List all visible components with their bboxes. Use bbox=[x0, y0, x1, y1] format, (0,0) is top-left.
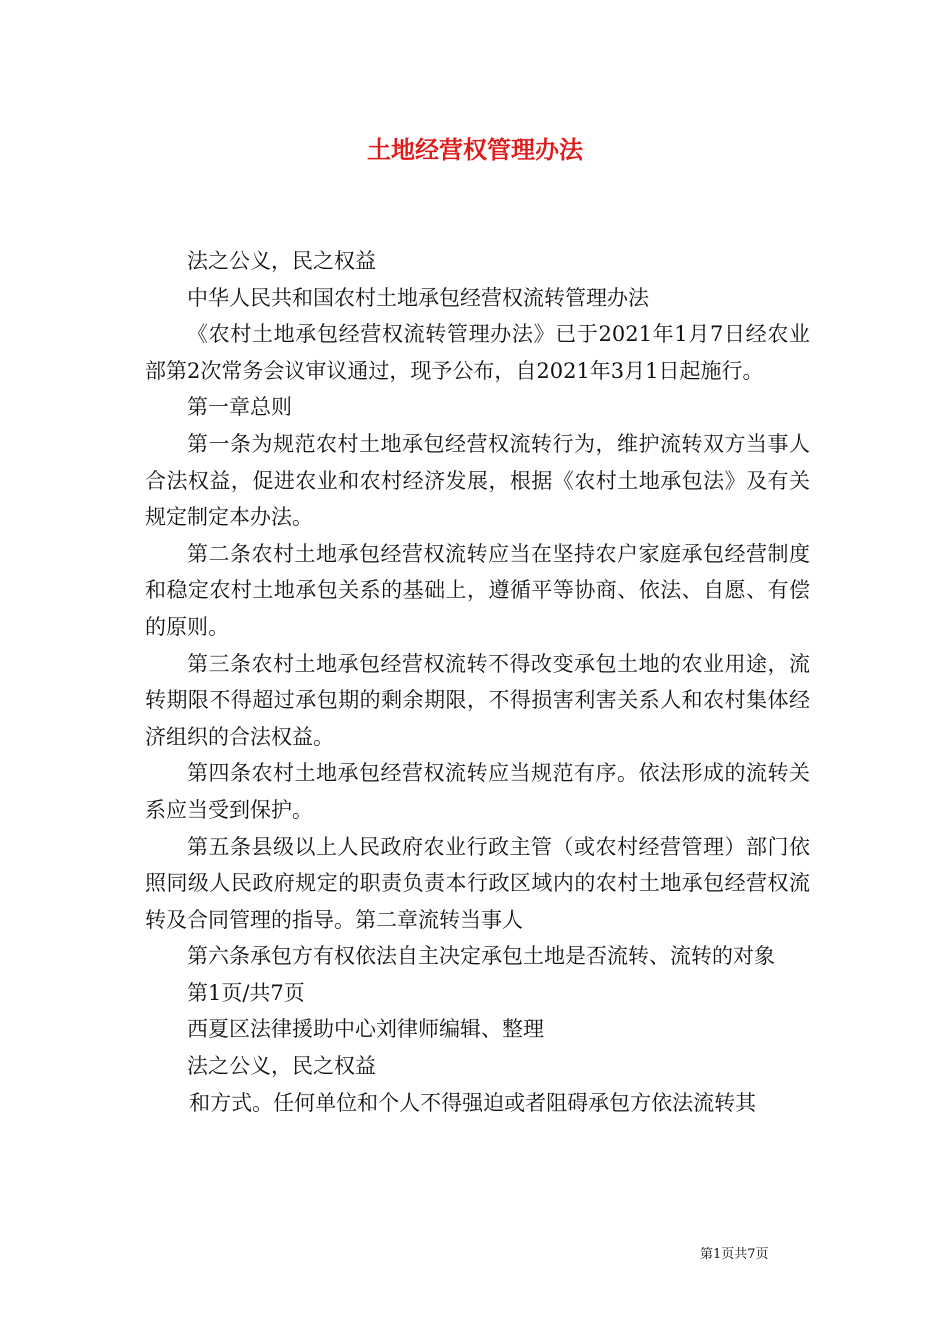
page-footer: 第1页共7页 bbox=[700, 1247, 769, 1262]
document-title: 土地经营权管理办法 bbox=[367, 135, 583, 164]
paragraph-motto: 法之公义，民之权益 bbox=[187, 249, 376, 273]
paragraph-article-2: 第二条农村土地承包经营权流转应当在坚持农户家庭承包经营制度和稳定农村土地承包关系的基础上，遵循平等协商、依法、自愿、有偿的原则。 bbox=[145, 541, 810, 639]
paragraph-article-1: 第一条为规范农村土地承包经营权流转行为，维护流转双方当事人合法权益，促进农业和农村经济发展，根据《农村土地承包法》及有关规定制定本办法。 bbox=[145, 431, 810, 530]
paragraph-article-5: 第五条县级以上人民政府农业行政主管（或农村经营管理）部门依照同级人民政府规定的职责负责本行政区域内的农村土地承包经营权流转及合同管理的指导。第二章流转当事人 bbox=[145, 834, 810, 932]
paragraph-page-marker: 第1页/共7页 bbox=[187, 980, 305, 1005]
document-body bbox=[145, 243, 810, 1121]
paragraph-chapter-one: 第一章总则 bbox=[187, 395, 292, 420]
paragraph-article-3: 第三条农村土地承包经营权流转不得改变承包土地的农业用途，流转期限不得超过承包期的剩余期限，不得损害利害关系人和农村集体经济组织的合法权益。 bbox=[145, 651, 810, 749]
paragraph-motto-repeat: 法之公义，民之权益 bbox=[187, 1054, 376, 1079]
paragraph-continuation: 和方式。任何单位和个人不得强迫或者阻碍承包方依法流转其 bbox=[189, 1090, 757, 1115]
paragraph-law-name: 中华人民共和国农村土地承包经营权流转管理办法 bbox=[187, 285, 649, 310]
paragraph-editor-credit: 西夏区法律援助中心刘律师编辑、整理 bbox=[187, 1017, 544, 1042]
paragraph-article-4: 第四条农村土地承包经营权流转应当规范有序。依法形成的流转关系应当受到保护。 bbox=[145, 761, 810, 822]
paragraph-announcement: 《农村土地承包经营权流转管理办法》已于2021年1月7日经农业部第2次常务会议审议通过，现予公布，自2021年3月1日起施行。 bbox=[145, 322, 810, 383]
paragraph-article-6: 第六条承包方有权依法自主决定承包土地是否流转、流转的对象 bbox=[187, 944, 775, 969]
